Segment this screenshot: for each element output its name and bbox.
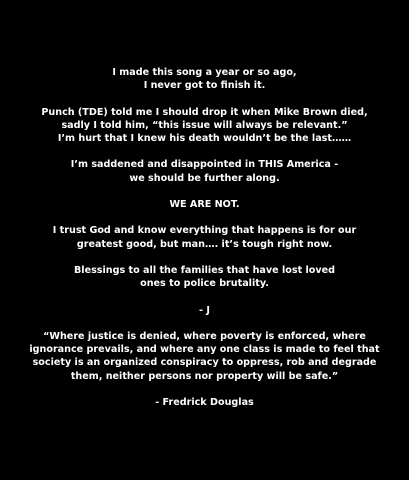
paragraph-trust-god: I trust God and know everything that happens is for our greatest good, but man…. it’s tough right now. [52,225,357,250]
paragraph-blessings: Blessings to all the families that have lost loved ones to police brutality. [73,264,336,290]
quote-attribution: - Fredrick Douglas [155,396,254,408]
statement-text-block [0,66,409,422]
paragraph-we-are-not: WE ARE NOT. [169,198,240,210]
quote-text: “Where justice is denied, where poverty is enforced, where ignorance prevails, and where any one class is made to feel that society is an organized conspiracy to oppress, rob and degrade them, neither persons nor property will be safe.” [29,330,380,382]
signature-j: - J [199,304,210,316]
paragraph-disappointed: I’m saddened and disappointed in THIS America - we should be further along. [70,159,339,184]
paragraph-mike-brown: Punch (TDE) told me I should drop it when Mike Brown died, sadly I told him, “this issue will always be relevant.” I’m hurt that I knew his death wouldn’t be the last…… [41,106,368,144]
paragraph-song-origin: I made this song a year or so ago, I never got to finish it. [112,67,297,92]
